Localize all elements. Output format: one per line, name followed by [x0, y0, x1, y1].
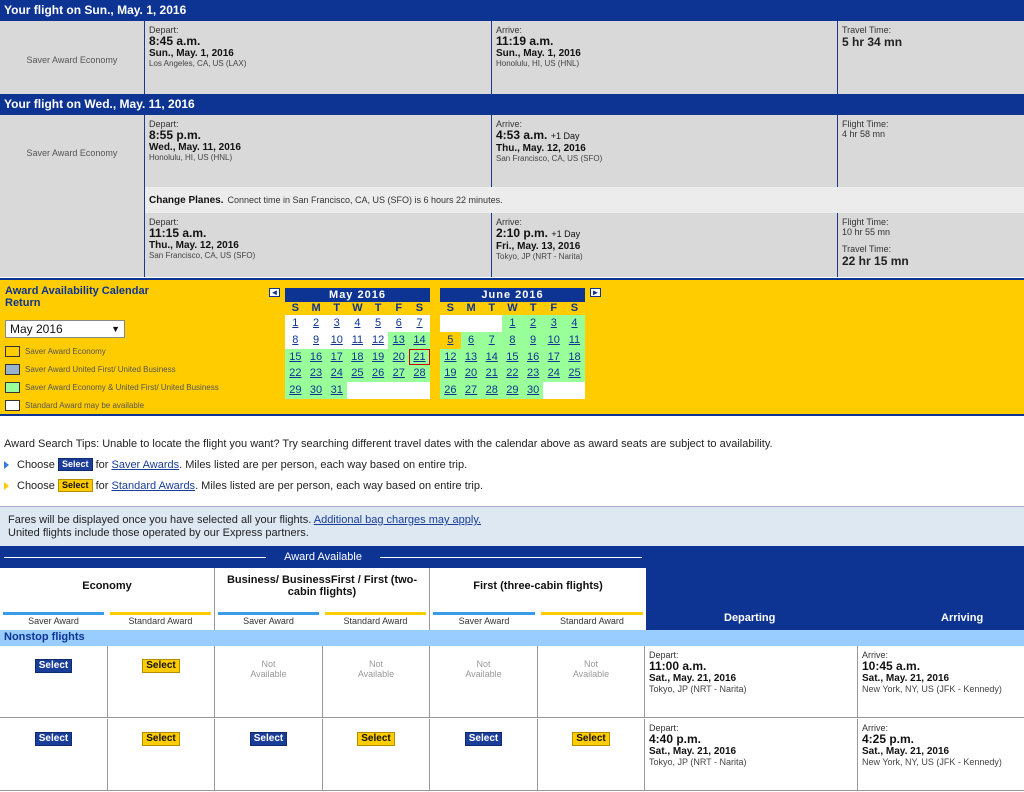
month-select-value: May 2016 [10, 322, 63, 336]
depart-location: Honolulu, HI, US (HNL) [149, 153, 233, 162]
calendar-day[interactable]: 18 [564, 349, 585, 366]
award-calendar [0, 278, 1024, 416]
calendar-day[interactable]: 9 [523, 332, 544, 349]
weekday-label: S [570, 302, 579, 314]
depart-time: 11:00 a.m. [649, 659, 707, 673]
cell-first-saver [430, 646, 538, 717]
weekday-label: T [529, 302, 537, 314]
calendar-day[interactable]: 6 [461, 332, 482, 349]
legend-label: Saver Award Economy [25, 347, 106, 356]
not-available: Not Available [357, 659, 395, 679]
calendar-empty-cell [461, 315, 482, 332]
arrive-time [496, 227, 833, 241]
prev-month-icon[interactable]: ◄ [270, 288, 279, 297]
arrive-time: 4:25 p.m. [862, 732, 915, 746]
cabin-name: Business/ BusinessFirst / First (two-cabin flights) [226, 574, 418, 598]
saver-award-label: Saver Award [3, 612, 104, 626]
saver-award-label: Saver Award [218, 612, 319, 626]
calendar-day[interactable]: 16 [523, 349, 544, 366]
depart-date: Sat., May. 21, 2016 [649, 673, 737, 684]
calendar-day[interactable]: 26 [368, 365, 389, 382]
select-first-saver-button[interactable]: Select [465, 732, 502, 746]
calendar-day[interactable]: 27 [388, 365, 409, 382]
calendar-day[interactable]: 8 [502, 332, 523, 349]
legend-item [5, 400, 144, 411]
select-economy-saver-button[interactable]: Select [35, 732, 72, 746]
calendar-day[interactable]: 11 [347, 332, 368, 349]
arriving-header: Arriving [941, 612, 984, 624]
travel-time: 5 hr 34 mn [842, 35, 903, 49]
calendar-empty-cell [543, 382, 564, 399]
depart-location: Tokyo, JP (NRT - Narita) [649, 757, 747, 767]
calendar-day[interactable]: 26 [440, 382, 461, 399]
arrive-label: Arrive: [862, 723, 889, 733]
cell-first-standard [538, 646, 645, 717]
fares-line1 [8, 514, 1016, 527]
time-info [838, 213, 1024, 277]
day-grid [440, 315, 585, 399]
bag-charges-link[interactable]: Additional bag charges may apply. [313, 514, 482, 526]
calendar-title-line2: Return [5, 297, 41, 309]
award-search-tips [4, 433, 773, 496]
arrive-time [496, 129, 833, 143]
calendar-day[interactable]: 22 [285, 365, 306, 382]
saver-award-label: Saver Award [433, 612, 535, 626]
arrive-date: Sun., May. 1, 2016 [496, 48, 581, 59]
calendar-day[interactable]: 24 [543, 365, 564, 382]
calendar-day[interactable]: 5 [368, 315, 389, 332]
flight2-header: Your flight on Wed., May. 11, 2016 [0, 94, 1024, 115]
fares-notice [0, 506, 1024, 548]
day-grid [285, 315, 430, 399]
calendar-day[interactable]: 11 [564, 332, 585, 349]
for-text: for [95, 479, 109, 492]
departing-header: Departing [724, 612, 776, 624]
calendar-day[interactable]: 28 [481, 382, 502, 399]
legend-swatch [5, 400, 20, 411]
flight1-header: Your flight on Sun., May. 1, 2016 [0, 0, 1024, 21]
calendar-day[interactable]: 7 [409, 315, 430, 332]
calendar-day[interactable]: 15 [502, 349, 523, 366]
arrive-label: Arrive: [496, 119, 523, 129]
depart-location: Los Angeles, CA, US (LAX) [149, 59, 247, 68]
tips-text: Award Search Tips: Unable to locate the flight you want? Try searching different travel dates with the calendar above as award seats are subject to availability. [4, 437, 773, 450]
depart-location: Tokyo, JP (NRT - Narita) [649, 684, 747, 694]
select-sample-standard: Select [58, 479, 93, 492]
calendar-day[interactable]: 14 [481, 349, 502, 366]
arrive-location: San Francisco, CA, US (SFO) [496, 154, 603, 163]
calendar-day[interactable]: 21 [481, 365, 502, 382]
depart-info [145, 115, 492, 187]
bullet-icon [4, 461, 9, 469]
calendar-day[interactable]: 16 [306, 349, 327, 366]
arrive-location: New York, NY, US (JFK - Kennedy) [862, 757, 1002, 767]
weekday-row [285, 302, 430, 315]
depart-label: Depart: [649, 650, 679, 660]
plus-day: +1 Day [551, 229, 581, 239]
calendar-empty-cell [409, 382, 430, 399]
for-text: for [95, 458, 109, 471]
cell-first-saver [430, 719, 538, 790]
month-name: May 2016 [285, 288, 430, 302]
arrive-date: Sat., May. 21, 2016 [862, 673, 950, 684]
weekday-label: W [507, 302, 518, 314]
depart-label: Depart: [149, 119, 179, 129]
select-economy-standard-button[interactable]: Select [142, 732, 179, 746]
depart-date: Thu., May. 12, 2016 [149, 240, 239, 251]
depart-info [145, 21, 492, 94]
calendar-day[interactable]: 4 [347, 315, 368, 332]
arrive-location: Honolulu, HI, US (HNL) [496, 59, 580, 68]
travel-time: 22 hr 15 mn [842, 254, 909, 268]
arrive-location: Tokyo, JP (NRT - Narita) [496, 252, 583, 261]
fares-line2: United flights include those operated by our Express partners. [8, 527, 309, 539]
depart-date: Sun., May. 1, 2016 [149, 48, 234, 59]
weekday-label: T [374, 302, 382, 314]
cell-economy-saver [0, 646, 108, 717]
calendar-day[interactable]: 7 [481, 332, 502, 349]
select-economy-standard-button[interactable]: Select [142, 659, 179, 673]
cell-economy-standard [108, 719, 215, 790]
cabin-name: Economy [82, 580, 132, 592]
depart-label: Depart: [149, 217, 179, 227]
award-type-empty [0, 213, 145, 277]
weekday-label: F [550, 302, 558, 314]
calendar-day[interactable]: 19 [368, 349, 389, 366]
calendar-empty-cell [368, 382, 389, 399]
calendar-day[interactable]: 3 [543, 315, 564, 332]
cell-first-standard [538, 719, 645, 790]
award-available-text: Award Available [284, 551, 362, 563]
flight-time-label: Flight Time: [842, 217, 889, 227]
depart-time: 8:45 a.m. [149, 34, 201, 48]
standard-award-label: Standard Award [110, 612, 211, 626]
tip-saver [4, 454, 773, 475]
calendar-day[interactable]: 23 [523, 365, 544, 382]
weekday-label: S [291, 302, 300, 314]
arriving-info [858, 646, 1024, 717]
calendar-day[interactable]: 10 [543, 332, 564, 349]
depart-time: 4:40 p.m. [649, 732, 702, 746]
depart-location: San Francisco, CA, US (SFO) [149, 251, 256, 260]
tip-suffix: . Miles listed are per person, each way based on entire trip. [195, 479, 484, 492]
arrive-info [492, 21, 838, 94]
legend-swatch [5, 382, 20, 393]
legend-label: Saver Award Economy & United First/ United Business [25, 383, 219, 392]
calendar-title [5, 285, 149, 309]
arriving-info [858, 719, 1024, 790]
standard-award-label: Standard Award [541, 612, 643, 626]
calendar-day[interactable]: 21 [409, 349, 430, 366]
arrive-date: Thu., May. 12, 2016 [496, 143, 586, 154]
calendar-day[interactable]: 23 [306, 365, 327, 382]
calendar-day[interactable]: 1 [502, 315, 523, 332]
calendar-day[interactable]: 28 [409, 365, 430, 382]
calendar-day[interactable]: 14 [409, 332, 430, 349]
flight-result-row [0, 719, 1024, 791]
calendar-day[interactable]: 30 [306, 382, 327, 399]
change-planes-row [0, 187, 1024, 213]
depart-time: 11:15 a.m. [149, 226, 207, 240]
departing-info [645, 719, 858, 790]
calendar-day[interactable]: 22 [502, 365, 523, 382]
change-planes-notice [145, 187, 1024, 213]
select-business-saver-button[interactable]: Select [250, 732, 287, 746]
calendar-day[interactable]: 29 [502, 382, 523, 399]
nonstop-flights-header: Nonstop flights [0, 630, 1024, 646]
weekday-label: T [333, 302, 341, 314]
travel-time-label: Travel Time: [842, 25, 892, 35]
award-type: Saver Award Economy [0, 115, 145, 187]
legend-label: Standard Award may be available [25, 401, 145, 410]
select-sample-saver: Select [58, 458, 93, 471]
cell-business-standard [323, 646, 430, 717]
cabin-business [215, 568, 430, 630]
arrive-date: Fri., May. 13, 2016 [496, 241, 581, 252]
arrive-info [492, 115, 838, 187]
cabin-economy [0, 568, 215, 630]
arrive-info [492, 213, 838, 277]
legend-item [5, 346, 106, 357]
not-available: Not Available [250, 659, 287, 679]
cabin-first [430, 568, 646, 630]
calendar-day[interactable]: 18 [347, 349, 368, 366]
flight1-segment [0, 21, 1024, 94]
legend-label: Saver Award United First/ United Business [25, 365, 176, 374]
cabin-name: First (three-cabin flights) [473, 580, 603, 592]
cell-economy-standard [108, 646, 215, 717]
saver-awards-link[interactable]: Saver Awards [111, 458, 180, 471]
weekday-label: F [395, 302, 403, 314]
weekday-label: W [352, 302, 363, 314]
travel-time-info [838, 21, 1024, 94]
legend-item [5, 382, 219, 393]
standard-awards-link[interactable]: Standard Awards [111, 479, 196, 492]
calendar-title-line1: Award Availability Calendar [5, 285, 149, 297]
calendar-empty-cell [564, 382, 585, 399]
flight-time: 10 hr 55 mn [842, 227, 891, 237]
calendar-day[interactable]: 25 [564, 365, 585, 382]
arrive-time: 11:19 a.m. [496, 34, 554, 48]
flight2-segment2 [0, 213, 1024, 277]
depart-label: Depart: [649, 723, 679, 733]
calendar-day[interactable]: 31 [326, 382, 347, 399]
calendar-empty-cell [481, 315, 502, 332]
calendar-empty-cell [388, 382, 409, 399]
calendar-day[interactable]: 10 [326, 332, 347, 349]
calendar-day[interactable]: 12 [368, 332, 389, 349]
arrive-label: Arrive: [496, 25, 523, 35]
choose-text: Choose [17, 479, 55, 492]
calendar-day[interactable]: 9 [306, 332, 327, 349]
tip-standard [4, 475, 773, 496]
calendar-day[interactable]: 20 [388, 349, 409, 366]
calendar-day[interactable]: 27 [461, 382, 482, 399]
arrive-time: 10:45 a.m. [862, 659, 921, 673]
calendar-empty-cell [347, 382, 368, 399]
flight-time-label: Flight Time: [842, 119, 889, 129]
month-select[interactable] [5, 320, 125, 338]
calendar-day[interactable]: 6 [388, 315, 409, 332]
calendar-day[interactable]: 20 [461, 365, 482, 382]
calendar-day[interactable]: 30 [523, 382, 544, 399]
select-business-standard-button[interactable]: Select [357, 732, 394, 746]
change-planes-title: Change Planes. [149, 194, 224, 206]
calendar-month-june [440, 288, 585, 399]
flight-time: 4 hr 58 mn [842, 129, 886, 139]
calendar-day[interactable]: 13 [461, 349, 482, 366]
bullet-icon [4, 482, 9, 490]
arrive-label: Arrive: [496, 217, 523, 227]
arrive-location: New York, NY, US (JFK - Kennedy) [862, 684, 1002, 694]
cabin-columns [0, 568, 646, 630]
calendar-day[interactable]: 25 [347, 365, 368, 382]
calendar-day[interactable]: 8 [285, 332, 306, 349]
weekday-label: S [415, 302, 424, 314]
calendar-day[interactable]: 5 [440, 332, 461, 349]
arrive-time-value: 2:10 p.m. [496, 226, 549, 240]
calendar-day[interactable]: 1 [285, 315, 306, 332]
select-first-standard-button[interactable]: Select [572, 732, 609, 746]
travel-time-label: Travel Time: [842, 244, 892, 254]
flight-time-info [838, 115, 1024, 187]
weekday-label: M [466, 302, 476, 314]
plus-day: +1 Day [550, 131, 580, 141]
not-available: Not Available [572, 659, 610, 679]
legend-item [5, 364, 176, 375]
arrive-time-value: 4:53 a.m. [496, 128, 548, 142]
calendar-day[interactable]: 4 [564, 315, 585, 332]
depart-date: Sat., May. 21, 2016 [649, 746, 737, 757]
calendar-day[interactable]: 15 [285, 349, 306, 366]
depart-date: Wed., May. 11, 2016 [149, 142, 241, 153]
cell-business-saver [215, 646, 323, 717]
tip-suffix: . Miles listed are per person, each way based on entire trip. [179, 458, 468, 471]
calendar-day[interactable]: 29 [285, 382, 306, 399]
arrive-date: Sat., May. 21, 2016 [862, 746, 950, 757]
legend-swatch [5, 346, 20, 357]
calendar-day[interactable]: 3 [326, 315, 347, 332]
weekday-row [440, 302, 585, 315]
dropdown-arrow-icon: ▼ [111, 324, 120, 334]
weekday-label: M [311, 302, 321, 314]
weekday-label: T [488, 302, 496, 314]
choose-text: Choose [17, 458, 55, 471]
arrive-label: Arrive: [862, 650, 889, 660]
flight-result-row [0, 646, 1024, 718]
change-planes-text: Connect time in San Francisco, CA, US (SFO) is 6 hours 22 minutes. [227, 195, 503, 205]
cell-business-saver [215, 719, 323, 790]
cell-business-standard [323, 719, 430, 790]
legend-swatch [5, 364, 20, 375]
calendar-day[interactable]: 17 [543, 349, 564, 366]
calendar-empty-cell [440, 315, 461, 332]
award-available-label [4, 551, 642, 565]
depart-time: 8:55 p.m. [149, 128, 202, 142]
next-month-icon[interactable]: ► [591, 288, 600, 297]
calendar-day[interactable]: 13 [388, 332, 409, 349]
calendar-day[interactable]: 19 [440, 365, 461, 382]
departing-info [645, 646, 858, 717]
calendar-month-may [285, 288, 430, 399]
award-type: Saver Award Economy [0, 21, 145, 94]
depart-info [145, 213, 492, 277]
fares-text: Fares will be displayed once you have selected all your flights. [8, 514, 312, 526]
calendar-day[interactable]: 24 [326, 365, 347, 382]
results-header [0, 546, 1024, 630]
flight2-segment1 [0, 115, 1024, 187]
weekday-label: S [446, 302, 455, 314]
depart-label: Depart: [149, 25, 179, 35]
standard-award-label: Standard Award [325, 612, 426, 626]
select-economy-saver-button[interactable]: Select [35, 659, 72, 673]
calendar-day[interactable]: 2 [523, 315, 544, 332]
cell-economy-saver [0, 719, 108, 790]
calendar-day[interactable]: 2 [306, 315, 327, 332]
month-name: June 2016 [440, 288, 585, 302]
not-available: Not Available [465, 659, 502, 679]
change-spacer [0, 187, 145, 213]
calendar-day[interactable]: 12 [440, 349, 461, 366]
calendar-day[interactable]: 17 [326, 349, 347, 366]
